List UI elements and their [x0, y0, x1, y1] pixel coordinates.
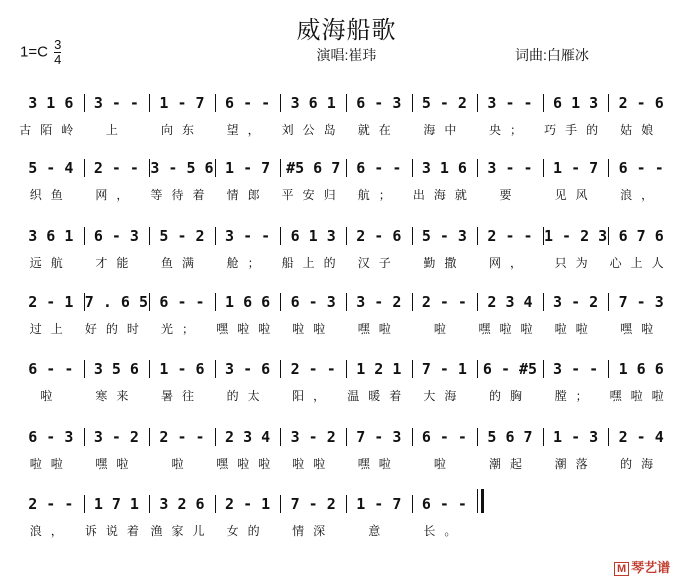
measure-lyrics: 啦啦	[29, 456, 72, 471]
bar-line	[215, 293, 216, 311]
measure-lyrics: 情郎	[226, 187, 269, 202]
measure-notes: 1 2 1	[356, 360, 402, 378]
measure-lyrics: 网，	[95, 187, 138, 202]
measure-lyrics: 船上的	[281, 255, 345, 270]
measure-notes: 1 6 6	[225, 293, 271, 311]
bar-line	[215, 227, 216, 245]
bar-line	[412, 495, 413, 513]
measure-notes: 3 2 6	[159, 495, 205, 513]
bar-line	[543, 360, 544, 378]
bar-line	[477, 94, 478, 112]
measure-lyrics: 嘿啦啦	[478, 321, 542, 336]
final-bar-thick	[481, 489, 484, 513]
bar-line	[412, 360, 413, 378]
measure-lyrics: 海中	[423, 122, 466, 137]
measure-lyrics: 渔家儿	[150, 523, 214, 538]
bar-line	[215, 159, 216, 177]
logo-text: 琴艺谱	[631, 560, 671, 575]
measure-lyrics: 啦啦	[554, 321, 597, 336]
measure-notes: 6 - -	[28, 360, 74, 378]
bar-line	[346, 227, 347, 245]
bar-line	[280, 495, 281, 513]
bar-line	[543, 94, 544, 112]
measure-lyrics: 姑娘	[620, 122, 663, 137]
measure-notes: 2 - -	[290, 360, 336, 378]
bar-line	[543, 159, 544, 177]
measure-notes: 3 - -	[553, 360, 599, 378]
bar-line	[608, 94, 609, 112]
measure-notes: 2 - -	[421, 293, 467, 311]
measure-notes: 2 - 1	[28, 293, 74, 311]
measure-lyrics: 刘公岛	[281, 122, 345, 137]
bar-line	[280, 428, 281, 446]
bar-line	[477, 159, 478, 177]
measure-notes: 1 - 3	[553, 428, 599, 446]
measure-notes: 6 - -	[421, 428, 467, 446]
measure-notes: 6 - 3	[93, 227, 139, 245]
measure-notes: 6 - #5	[482, 360, 538, 378]
measure-lyrics: 诉说着	[84, 523, 148, 538]
singer-credit: 演唱:崔玮	[316, 47, 377, 63]
measure-lyrics: 啦啦	[292, 321, 335, 336]
bar-line	[543, 293, 544, 311]
bar-line	[84, 227, 85, 245]
bar-line	[477, 227, 478, 245]
bar-line	[477, 360, 478, 378]
measure-notes: 3 - 5 6	[150, 159, 214, 177]
measure-notes: 7 - 3	[618, 293, 664, 311]
measure-notes: 1 6 6	[618, 360, 664, 378]
measure-notes: 5 - 2	[421, 94, 467, 112]
composer-credit: 词曲:白雁冰	[515, 47, 589, 63]
measure-notes: 5 - 2	[159, 227, 205, 245]
bar-line	[412, 428, 413, 446]
measure-notes: 3 - 2	[553, 293, 599, 311]
measure-lyrics: 情深	[292, 523, 335, 538]
measure-notes: 1 - 7	[356, 495, 402, 513]
measure-notes: 3 - 2	[290, 428, 336, 446]
bar-line	[346, 94, 347, 112]
measure-lyrics: 啦啦	[292, 456, 335, 471]
measure-notes: 6 - -	[421, 495, 467, 513]
score-row	[18, 493, 675, 545]
bar-line	[215, 360, 216, 378]
measure-lyrics: 勤撒	[423, 255, 466, 270]
measure-lyrics: 的海	[620, 456, 663, 471]
bar-line	[149, 227, 150, 245]
measure-notes: 1 - 7	[159, 94, 205, 112]
bar-line	[84, 159, 85, 177]
measure-notes: 1 7 1	[93, 495, 139, 513]
bar-line	[149, 293, 150, 311]
measure-notes: 2 - 6	[356, 227, 402, 245]
measure-notes: 6 - -	[618, 159, 664, 177]
measure-lyrics: 好的时	[84, 321, 148, 336]
measure-lyrics: 网，	[488, 255, 531, 270]
measure-notes: 2 - -	[487, 227, 533, 245]
bar-line	[84, 495, 85, 513]
measure-lyrics: 寒来	[95, 388, 138, 403]
bar-line	[215, 94, 216, 112]
bar-line	[412, 159, 413, 177]
bar-line	[280, 159, 281, 177]
measure-lyrics: 大海	[423, 388, 466, 403]
measure-notes: 3 - 2	[356, 293, 402, 311]
measure-lyrics: 古陌岭	[19, 122, 83, 137]
measure-notes: 7 - 2	[290, 495, 336, 513]
measure-lyrics: 嘿啦啦	[216, 321, 280, 336]
measure-notes: 6 - -	[159, 293, 205, 311]
bar-line	[280, 293, 281, 311]
measure-notes: 3 - 2	[93, 428, 139, 446]
measure-lyrics: 阳，	[292, 388, 335, 403]
bar-line	[84, 94, 85, 112]
measure-lyrics: 啦	[40, 388, 62, 403]
bar-line	[477, 293, 478, 311]
measure-notes: 6 - -	[225, 94, 271, 112]
score-row	[18, 157, 675, 209]
bar-line	[412, 227, 413, 245]
time-signature-top: 3	[54, 37, 62, 52]
measure-notes: 2 3 4	[487, 293, 533, 311]
measure-lyrics: 啦	[433, 456, 455, 471]
measure-lyrics: 嘿啦	[95, 456, 138, 471]
measure-notes: 3 5 6	[93, 360, 139, 378]
measure-notes: 1 - 2 3	[543, 227, 608, 245]
measure-lyrics: 远航	[29, 255, 72, 270]
measure-lyrics: 舱；	[226, 255, 269, 270]
bar-line	[412, 293, 413, 311]
bar-line	[149, 360, 150, 378]
bar-line	[280, 227, 281, 245]
measure-lyrics: 过上	[29, 321, 72, 336]
measure-lyrics: 嘿啦啦	[216, 456, 280, 471]
measure-lyrics: 女的	[226, 523, 269, 538]
measure-lyrics: 织鱼	[29, 187, 72, 202]
bar-line	[346, 293, 347, 311]
measure-lyrics: 暑往	[160, 388, 203, 403]
measure-lyrics: 鱼满	[160, 255, 203, 270]
measure-notes: 2 - 4	[618, 428, 664, 446]
bar-line	[215, 495, 216, 513]
measure-lyrics: 只为	[554, 255, 597, 270]
score-row	[18, 426, 675, 478]
measure-lyrics: 温暖着	[347, 388, 411, 403]
measure-lyrics: 嘿啦	[357, 321, 400, 336]
measure-notes: 2 - 6	[618, 94, 664, 112]
measure-lyrics: 向东	[160, 122, 203, 137]
measure-notes: 6 1 3	[553, 94, 599, 112]
measure-lyrics: 汉子	[357, 255, 400, 270]
measure-notes: 2 - -	[28, 495, 74, 513]
bar-line	[215, 428, 216, 446]
measure-notes: 2 - -	[93, 159, 139, 177]
measure-notes: 6 - 3	[290, 293, 336, 311]
measure-notes: 6 - 3	[356, 94, 402, 112]
measure-notes: 3 1 6	[421, 159, 467, 177]
score-row	[18, 358, 675, 410]
measure-notes: 2 - -	[159, 428, 205, 446]
bar-line	[84, 428, 85, 446]
measure-lyrics: 才能	[95, 255, 138, 270]
measure-notes: 3 - -	[487, 159, 533, 177]
bar-line	[84, 293, 85, 311]
bar-line	[84, 360, 85, 378]
measure-notes: 3 1 6	[28, 94, 74, 112]
measure-notes: 5 - 4	[28, 159, 74, 177]
measure-lyrics: 膛；	[554, 388, 597, 403]
measure-lyrics: 心上人	[609, 255, 673, 270]
measure-notes: 6 - 3	[28, 428, 74, 446]
final-bar-thin	[477, 489, 478, 513]
measure-notes: 3 - -	[93, 94, 139, 112]
measure-lyrics: 嘿啦	[620, 321, 663, 336]
time-signature-bottom: 4	[54, 52, 62, 67]
measure-lyrics: 啦	[171, 456, 193, 471]
bar-line	[543, 227, 544, 245]
measure-notes: 3 - -	[225, 227, 271, 245]
measure-notes: 2 3 4	[225, 428, 271, 446]
measure-lyrics: 平安归	[281, 187, 345, 202]
bar-line	[149, 495, 150, 513]
bar-line	[412, 94, 413, 112]
measure-lyrics: 潮起	[488, 456, 531, 471]
measure-lyrics: 航；	[357, 187, 400, 202]
measure-notes: 1 - 7	[553, 159, 599, 177]
bar-line	[346, 159, 347, 177]
bar-line	[346, 428, 347, 446]
measure-notes: 3 - 6	[225, 360, 271, 378]
measure-notes: 7 - 1	[421, 360, 467, 378]
song-title: 威海船歌	[296, 16, 397, 44]
measure-lyrics: 嘿啦	[357, 456, 400, 471]
measure-lyrics: 的胸	[488, 388, 531, 403]
bar-line	[149, 428, 150, 446]
measure-lyrics: 央；	[488, 122, 531, 137]
measure-lyrics: 嘿啦啦	[609, 388, 673, 403]
measure-notes: 1 - 6	[159, 360, 205, 378]
measure-lyrics: 啦	[433, 321, 455, 336]
measure-lyrics: 浪，	[29, 523, 72, 538]
measure-notes: 3 - -	[487, 94, 533, 112]
score-row	[18, 291, 675, 343]
measure-lyrics: 巧手的	[544, 122, 608, 137]
measure-lyrics: 上	[105, 122, 127, 137]
bar-line	[346, 360, 347, 378]
score-row	[18, 92, 675, 144]
bar-line	[608, 227, 609, 245]
measure-lyrics: 见风	[554, 187, 597, 202]
measure-lyrics: 光；	[160, 321, 203, 336]
site-logo	[614, 557, 670, 576]
bar-line	[149, 159, 150, 177]
logo-mark: M	[614, 562, 629, 576]
bar-line	[280, 360, 281, 378]
bar-line	[543, 428, 544, 446]
measure-notes: 7 . 6 5	[84, 293, 148, 311]
measure-notes: 3 6 1	[28, 227, 74, 245]
measure-notes: 1 - 7	[225, 159, 271, 177]
bar-line	[608, 428, 609, 446]
measure-notes: 5 - 3	[421, 227, 467, 245]
bar-line	[608, 293, 609, 311]
key-label: 1=C	[20, 43, 48, 61]
measure-lyrics: 出海就	[412, 187, 476, 202]
bar-line	[477, 428, 478, 446]
measure-lyrics: 浪，	[620, 187, 663, 202]
measure-notes: 6 1 3	[290, 227, 336, 245]
bar-line	[149, 94, 150, 112]
measure-notes: 7 - 3	[356, 428, 402, 446]
bar-line	[608, 159, 609, 177]
measure-notes: 3 6 1	[290, 94, 336, 112]
measure-lyrics: 意	[368, 523, 390, 538]
score-row	[18, 225, 675, 277]
measure-notes: 2 - 1	[225, 495, 271, 513]
measure-lyrics: 就在	[357, 122, 400, 137]
measure-lyrics: 的太	[226, 388, 269, 403]
bar-line	[608, 360, 609, 378]
measure-lyrics: 潮落	[554, 456, 597, 471]
measure-notes: #5 6 7	[286, 159, 341, 177]
measure-lyrics: 等待着	[150, 187, 214, 202]
bar-line	[346, 495, 347, 513]
measure-lyrics: 长。	[423, 523, 466, 538]
measure-lyrics: 望，	[226, 122, 269, 137]
bar-line	[280, 94, 281, 112]
measure-notes: 5 6 7	[487, 428, 533, 446]
measure-notes: 6 7 6	[618, 227, 664, 245]
measure-lyrics: 要	[499, 187, 521, 202]
measure-notes: 6 - -	[356, 159, 402, 177]
